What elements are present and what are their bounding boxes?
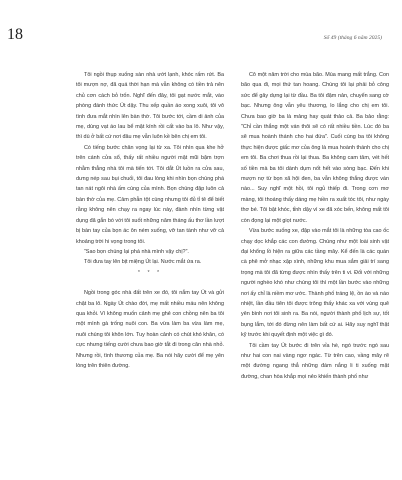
issue-label: Số 49 (tháng 6 năm 2025) <box>323 35 382 41</box>
paragraph: Vừa bước xuống xe, đập vào mắt tôi là những tòa cao ốc chạy dọc khắp các con đường. Chúng như một loài sinh vật đại khổng lồ hiện ra giữa các tầng mây. Kể đến là các quán cà phê mở nhạc xập xình, những khu mua sắm giải trí sang trọng mà tôi đã từng được nhìn thấy trên ti vi. Đối với những người nghèo khó như chúng tôi thì một lần bước vào những nơi ấy chỉ là niềm mơ ước. Thành phố tráng lệ, ồn ào và náo nhiệt, lần đầu tiên tôi được trông thấy khác xa với vùng quê yên bình nơi tôi sinh ra. Ba nói, người thành phố lịch sự, tốt bụng lắm, tới đó đừng nên làm bất cứ ai. Hãy suy nghĩ thật kỹ trước khi quyết định một việc gì đó. <box>241 228 389 339</box>
paragraph: Tôi cầm tay Út bước đi trên vỉa hè, ngó trước ngó sau như hai con nai vàng ngơ ngác. Từ trên cao, vầng mây rẽ một đường ngang thẳ những đám nắng li ti xuống mặt đường, chan hòa khắp mọi nẻo khiến thành phố như <box>241 342 389 380</box>
paragraph: Ngồi trong góc nhà đất trên xe đó, tôi nắm tay Út và gửi chặt ba lô. Ngày Út chào đời, mẹ mất nhiều máu nên không qua khỏi. Vì không muốn cảnh mẹ ghẻ con chồng nên ba tôi một mình gà trống nuôi con. Ba vừa làm ba vừa làm mẹ, nuôi chúng tôi khôn lớn. Tuy hoàn cảnh có chút khó khăn, có cực nhưng tiếng cười chưa bao giờ tắt đi trong căn nhà nhỏ. Nhưng rồi, tình thương của mẹ. Ba nói hãy cười để mẹ yên lòng trên thiên đường. <box>76 290 224 369</box>
left-column <box>76 70 224 371</box>
paragraph: Có tiếng bước chân vọng lại từ xa. Tôi nhìn qua khe hở trên cánh cửa sổ, thấy rất nhiều người mặt mũi bặm trợn nhằm thẳng nhà tôi mà tiến tới. Tôi dắt Út luồn ra cửa sau, dưng nép sau bụi chuối, tôi đau lòng khi nhìn bọn chúng phá tan nát ngôi nhà ấm cúng của mình. Bọn chúng đập luôn cả bàn thờ của mẹ. Cảm phẫn tột cùng nhưng tôi đủ tỉ tê để biết rằng không nên chạy ra ngay lúc này, đành nhìn từng vật dụng đã gắn bó với tôi suốt những năm tháng ấu thơ lần lượt bị bàn tay của bọn ác ôn ném xuống, vỡ tan tành như vỡ cả khoảng trời hi vọng trong tôi. <box>76 144 224 245</box>
right-column <box>241 70 389 382</box>
paragraph: Cô một năm trời cho mùa bão. Mùa mang mất trắng. Con bão qua đi, mọi thứ tan hoang. Chúng tôi lại phải bỏ công sức để gây dựng lại từ đầu. Ba tôi đậm nản, chuyển sang cờ bạc. Nhưng ông vẫn yêu thương, lo lắng cho chị em tôi. Chưa bao giờ ba là mảng hay quát thảo cả. Ba bảo rằng: "Chỉ cần thắng một ván thôi sẽ có rất nhiều tiền. Lúc đó ba sẽ mua hoành thánh cho hai đứa". Cuối cùng ba tôi không thực hiện được giấc mơ của ông là mua hoành thánh cho chị em tôi. Ba chơi thua rồi lại thua. Ba không cam tâm, vét hết số tiền mà ba tôi dành dụm nốt hết vào sòng bạc. Đến khi mượn nợ từ bọn xã hội đen, ba vẫn không thắng được ván nào... Suy nghĩ một hồi, tôi ngủ thiếp đi. Trong cơn mơ màng, tôi thoáng thấy dáng mẹ hiền ra xuất tóc tôi, như ngày thơ bé. Tôi bật khóc, tỉnh dậy vì xe đã xóc bến, không mất tôi còn đọng lại một giọt nước. <box>241 72 389 224</box>
section-divider: * * * <box>137 269 163 276</box>
page-number: 18 <box>7 26 23 43</box>
paragraph: Tôi đưa tay lên bịt miệng Út lại. Nước mắt ứa ra. <box>84 259 202 266</box>
quote-paragraph: “Sao bọn chúng lại phá nhà mình vậy chị?”. <box>84 248 189 255</box>
paragraph: Tôi ngồi thụp xuống sàn nhà ướt lạnh, khóc rấm rứt. Ba tôi mượn nợ, đã quá thời hạn mà vẫn không có tiền trả nên chủ cơn cách bỏ trốn. Nghĩ đến đây, tôi gạt nước mắt, vào phòng đánh thức Út dậy. Thu xếp quần áo xong xuôi, tôi vô tình đưa mắt nhìn lên bàn thờ. Tôi bước tới, cầm di ảnh của mẹ, dùng vạt áo lau bể mặt kính rồi cất vào ba lô. Như vậy, thì dù ở bất cứ nơi đâu mẹ vẫn luôn kề bên chị em tôi. <box>76 72 224 141</box>
